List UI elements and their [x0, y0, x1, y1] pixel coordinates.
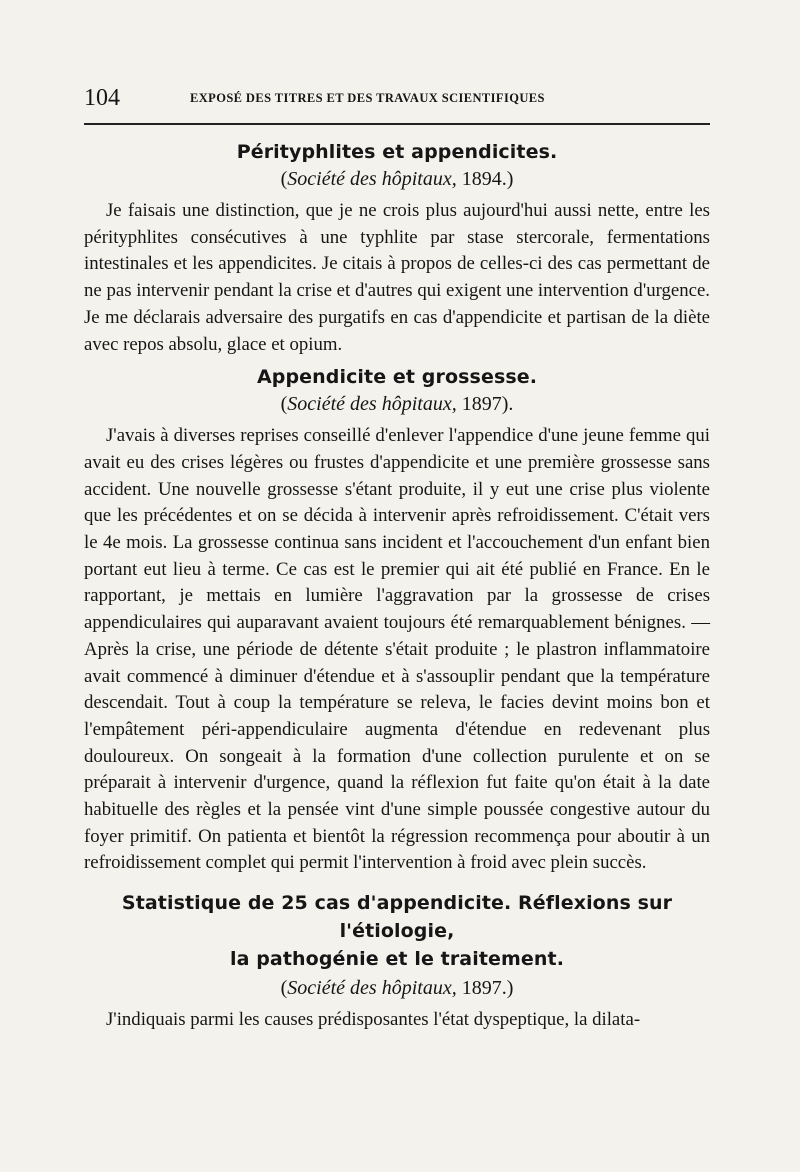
source-open: ( [280, 168, 288, 190]
source-close: ) [506, 168, 514, 190]
section-source [84, 391, 710, 417]
section-title-line-2: la pathogénie et le traitement. [229, 948, 565, 971]
source-open: ( [280, 977, 288, 1000]
section-paragraph: J'avais à diverses reprises conseillé d'enlever l'appendice d'une jeune femme qui avait eu des crises légères ou frustes d'appendicite et une première grossesse sans accident. Une nouvelle grossesse s'étant produite, il y eut une crise plus violente que les précédentes et on se décida à intervenir après refroidissement. C'était vers le 4e mois. La grossesse continua sans incident et l'accouchement d'un enfant bien portant eut lieu à terme. Ce cas est le premier qui ait été publié en France. En le rapportant, je mettais en lumière l'aggravation par la grossesse de crises appendiculaires qui auparavant avaient toujours été remarquablement bénignes. — Après la crise, une période de détente s'était produite ; le plastron inflammatoire avait commencé à diminuer d'étendue et à s'assouplir pendant que la température descendait. Tout à coup la température se releva, le facies devint moins bon et l'empâtement péri-appendiculaire augmenta d'étendue en redevenant plus douloureux. On songeait à la formation d'une collection purulente et on se préparait à intervenir d'urgence, quand la réflexion fut faite qu'on était à la date habituelle des règles et la pensée vint d'une simple poussée congestive autour du foyer primitif. On patienta et bientôt la régression recommença pour aboutir à un refroidissement complet qui permit l'intervention à froid avec plein succès. [84, 425, 710, 874]
page-number: 104 [84, 85, 120, 111]
header-rule [84, 123, 710, 125]
section-source [84, 166, 710, 192]
source-year: 1894. [461, 168, 507, 190]
section-source [84, 975, 710, 1001]
source-venue: Société des hôpitaux, [287, 168, 457, 190]
section-paragraph: Je faisais une distinction, que je ne crois plus aujourd'hui aussi nette, entre les pérityphlites consécutives à une typhlite par stase stercorale, fermentations intestinales et les appendicites. Je citais à propos de celles-ci des cas permettant de ne pas intervenir pendant la crise et d'autres qui exigent une intervention d'urgence. Je me déclarais adversaire des purgatifs en cas d'appendicite et partisan de la diète avec repos absolu, glace et opium. [84, 200, 710, 355]
section-statistique [84, 889, 710, 1034]
page-header [84, 86, 710, 112]
section-title [84, 889, 710, 973]
section-perityphlites [84, 140, 710, 358]
source-close: ). [501, 393, 514, 416]
running-title: EXPOSÉ DES TITRES ET DES TRAVAUX SCIENTIFIQUES [190, 91, 545, 105]
source-close: ) [506, 977, 514, 1000]
source-venue: Société des hôpitaux, [287, 977, 457, 1000]
source-year: 1897 [461, 393, 502, 416]
section-paragraph: J'indiquais parmi les causes prédisposantes l'état dyspeptique, la dilata- [106, 1009, 641, 1031]
page-content [84, 140, 710, 1034]
section-title-line-1: Statistique de 25 cas d'appendicite. Réflexions sur l'étiologie, [121, 892, 673, 943]
source-year: 1897. [461, 977, 507, 1000]
section-title: Appendicite et grossesse. [256, 366, 538, 389]
source-open: ( [280, 393, 288, 416]
source-venue: Société des hôpitaux, [287, 393, 457, 416]
section-appendicite-grossesse [84, 365, 710, 877]
section-title: Pérityphlites et appendicites. [236, 141, 558, 163]
